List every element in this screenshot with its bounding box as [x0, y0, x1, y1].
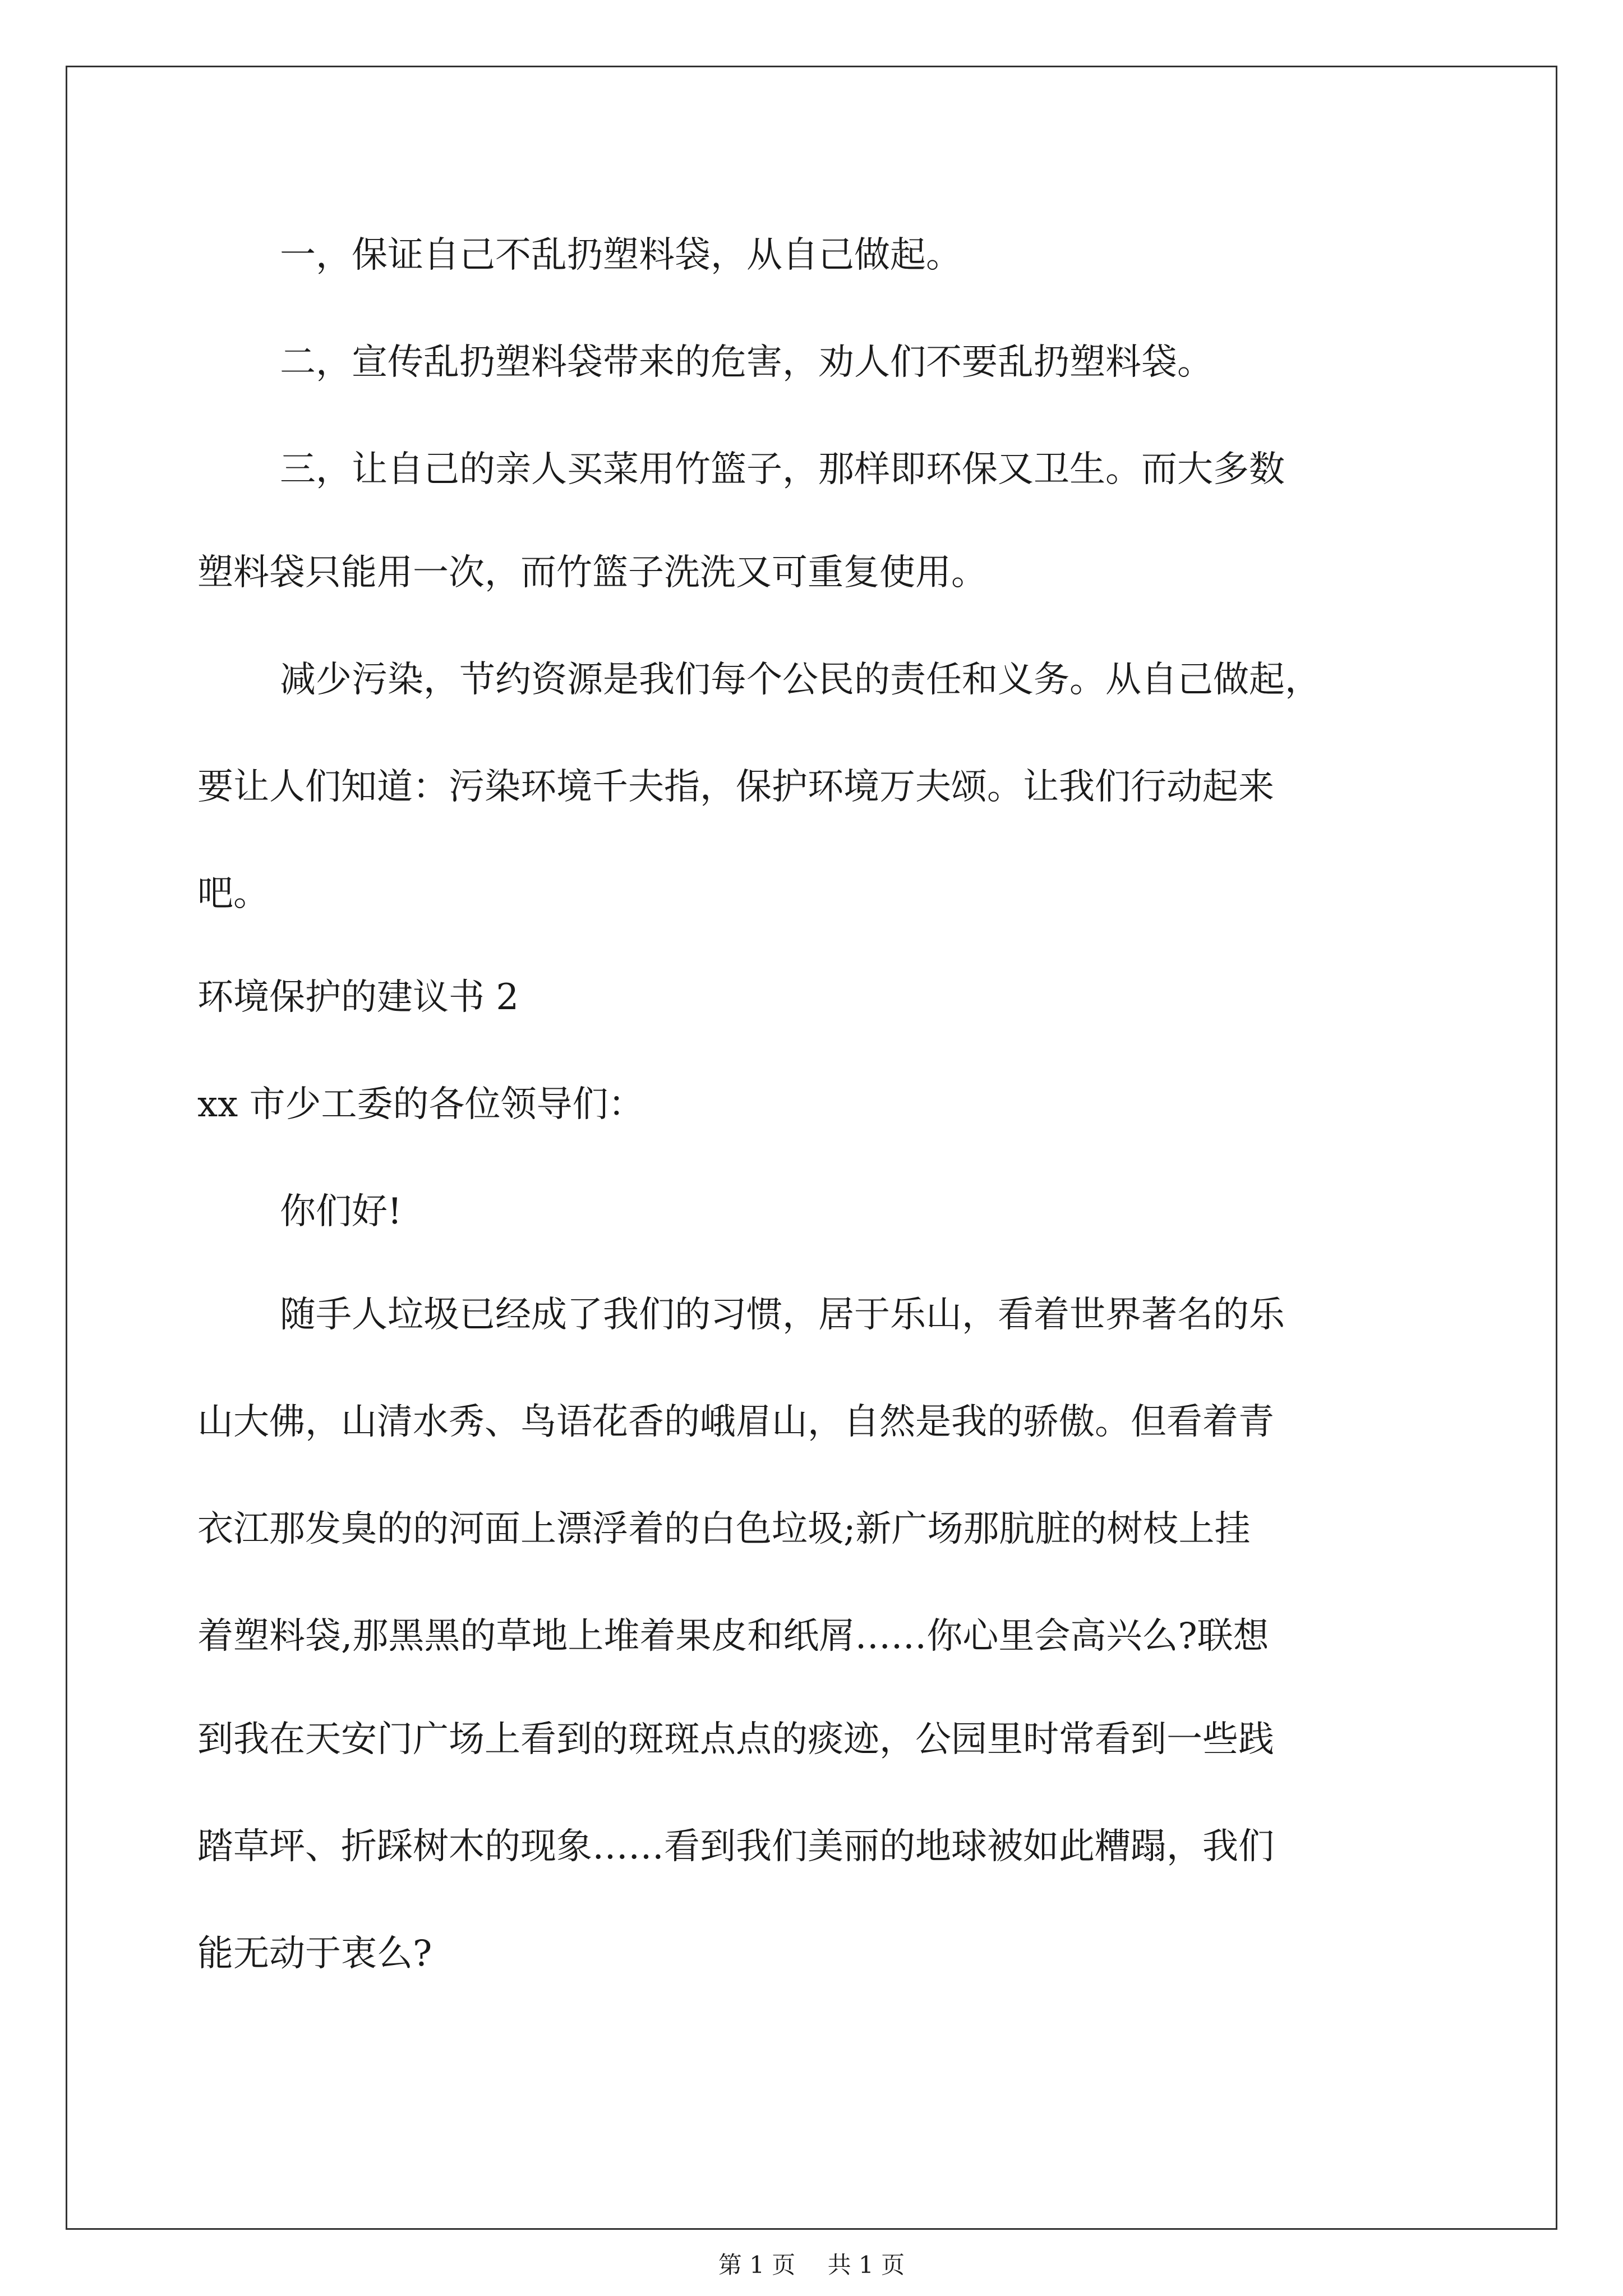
page-number: 第 1 页: [718, 2251, 796, 2279]
paragraph-line: 要让人们知道：污染环境千夫指，保护环境万夫颂。让我们行动起来: [197, 766, 1274, 808]
paragraph-line: 到我在天安门广场上看到的斑斑点点的痰迹，公园里时常看到一些践: [197, 1719, 1274, 1760]
paragraph-line: 能无动于衷么?: [197, 1933, 432, 1975]
page-total: 共 1 页: [827, 2251, 905, 2279]
paragraph-line: 着塑料袋,那黑黑的草地上堆着果皮和纸屑……你心里会高兴么?联想: [197, 1616, 1269, 1657]
paragraph-line: 吧。: [197, 873, 269, 914]
page-footer: [0, 2249, 1623, 2281]
salutation: xx 市少工委的各位领导们：: [197, 1084, 644, 1125]
paragraph-line: 随手人垃圾已经成了我们的习惯，居于乐山，看着世界著名的乐: [280, 1294, 1285, 1336]
greeting: 你们好!: [280, 1191, 402, 1232]
paragraph-line: 衣江那发臭的的河面上漂浮着的白色垃圾;新广场那肮脏的树枝上挂: [197, 1508, 1251, 1550]
section-heading: 环境保护的建议书 2: [197, 977, 519, 1018]
paragraph-line: 二，宣传乱扔塑料袋带来的危害，劝人们不要乱扔塑料袋。: [280, 342, 1213, 383]
paragraph-line: 塑料袋只能用一次，而竹篮子洗洗又可重复使用。: [197, 552, 987, 593]
paragraph-line: 踏草坪、折踩树木的现象……看到我们美丽的地球被如此糟蹋，我们: [197, 1826, 1274, 1867]
paragraph-line: 减少污染，节约资源是我们每个公民的责任和义务。从自己做起，: [280, 659, 1321, 701]
page-border: [66, 66, 1557, 2230]
paragraph-line: 山大佛，山清水秀、鸟语花香的峨眉山，自然是我的骄傲。但看着青: [197, 1401, 1274, 1443]
paragraph-line: 一，保证自己不乱扔塑料袋，从自己做起。: [280, 234, 962, 276]
paragraph-line: 三，让自己的亲人买菜用竹篮子，那样即环保又卫生。而大多数: [280, 449, 1285, 490]
